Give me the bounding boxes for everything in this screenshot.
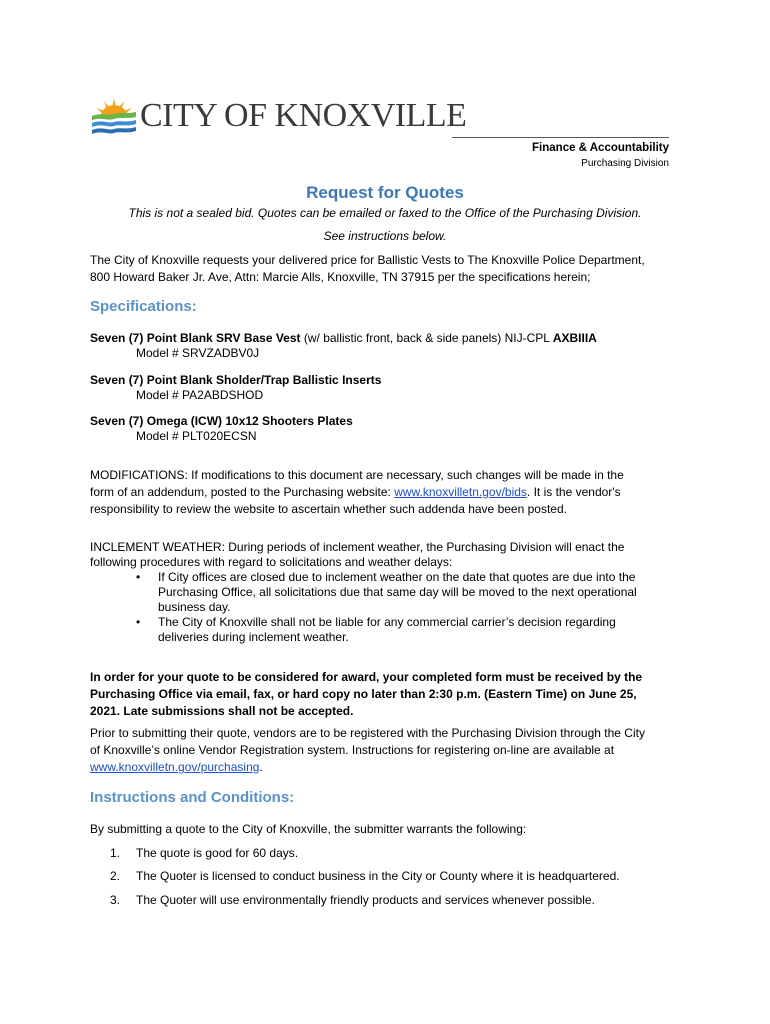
list-item (110, 893, 595, 907)
department-block (532, 141, 669, 171)
spec-item (90, 373, 381, 403)
intro-paragraph (90, 252, 690, 286)
intro-line: 800 Howard Baker Jr. Ave, Attn: Marcie Alls, Knoxville, TN 37915 per the specifications herein; (90, 270, 591, 284)
weather-line: following procedures with regard to solicitations and weather delays: (90, 555, 453, 569)
list-text: The quote is good for 60 days. (136, 846, 299, 860)
modifications-line (90, 484, 690, 501)
weather-line: INCLEMENT WEATHER: During periods of inclement weather, the Purchasing Division will enact the (90, 540, 625, 554)
modifications-text: . It is the vendor's (526, 485, 621, 499)
deadline-line: Purchasing Office via email, fax, or hard copy no later than 2:30 p.m. (Eastern Time) on June 25, (90, 687, 637, 701)
spec-item-rating: AXBIIIA (552, 331, 597, 345)
registration-text: . (259, 760, 263, 774)
spec-item-model: Model # SRVZADBV0J (136, 346, 260, 360)
deadline-paragraph (90, 669, 690, 720)
instructions-intro: By submitting a quote to the City of Knoxville, the submitter warrants the following: (90, 822, 527, 836)
deadline-line: 2021. Late submissions shall not be accepted. (90, 704, 354, 718)
bullet-icon: • (136, 570, 141, 584)
subtitle-instructions: See instructions below. (323, 229, 447, 243)
bullet-line: If City offices are closed due to inclement weather on the date that quotes are due into the (158, 570, 636, 584)
list-number: 2. (110, 869, 121, 883)
modifications-paragraph (90, 467, 690, 518)
subtitle-sealed-bid: This is not a sealed bid. Quotes can be emailed or faxed to the Office of the Purchasing Division. (128, 206, 642, 220)
list-item (110, 846, 298, 860)
registration-line: of Knoxville’s online Vendor Registration system. Instructions for registering on-line are available at (90, 743, 615, 757)
purchasing-link[interactable]: www.knoxvilletn.gov/purchasing (90, 760, 260, 774)
bullet-line: The City of Knoxville shall not be liable for any commercial carrier’s decision regarding (158, 615, 616, 629)
list-text: The Quoter is licensed to conduct business in the City or County where it is headquartered. (136, 869, 620, 883)
instructions-heading: Instructions and Conditions: (90, 789, 295, 806)
spec-item-name: Seven (7) Omega (ICW) 10x12 Shooters Plates (90, 414, 353, 428)
spec-item-model: Model # PLT020ECSN (136, 429, 257, 443)
modifications-line: responsibility to review the website to ascertain whether such addenda have been posted. (90, 502, 567, 516)
specifications-heading: Specifications: (90, 298, 197, 315)
intro-line: The City of Knoxville requests your delivered price for Ballistic Vests to The Knoxville Police Department, (90, 253, 645, 267)
deadline-line: In order for your quote to be considered for award, your completed form must be received by the (90, 670, 643, 684)
sun-river-logo-icon (90, 92, 138, 140)
weather-bullet (90, 570, 690, 615)
page-title: Request for Quotes (306, 183, 464, 202)
modifications-text: form of an addendum, posted to the Purchasing website: (90, 485, 395, 499)
header-rule (452, 137, 669, 138)
bullet-line: Purchasing Office, all solicitations due that same day will be moved to the next operational (158, 585, 637, 599)
spec-item (90, 414, 353, 444)
city-logo (90, 92, 467, 140)
list-text: The Quoter will use environmentally friendly products and services whenever possible. (136, 893, 595, 907)
spec-item-model: Model # PA2ABDSHOD (136, 388, 264, 402)
list-number: 1. (110, 846, 121, 860)
registration-line: Prior to submitting their quote, vendors are to be registered with the Purchasing Division through the City (90, 726, 645, 740)
spec-item-name: Seven (7) Point Blank SRV Base Vest (90, 331, 301, 345)
list-item (110, 869, 620, 883)
bullet-line: business day. (158, 600, 231, 614)
weather-bullet (90, 615, 690, 645)
registration-paragraph (90, 725, 690, 776)
list-number: 3. (110, 893, 121, 907)
inclement-weather-section (90, 540, 690, 645)
bullet-line: deliveries during inclement weather. (158, 630, 349, 644)
modifications-line: MODIFICATIONS: If modifications to this document are necessary, such changes will be made in the (90, 468, 624, 482)
bids-link[interactable]: www.knoxvilletn.gov/bids (394, 485, 527, 499)
bullet-icon: • (136, 615, 141, 629)
department-name: Finance & Accountability (532, 142, 669, 154)
spec-item-name: Seven (7) Point Blank Sholder/Trap Ballistic Inserts (90, 373, 382, 387)
spec-item (90, 331, 597, 361)
spec-item-detail: (w/ ballistic front, back & side panels) NIJ-CPL (300, 331, 553, 345)
registration-line (90, 759, 690, 776)
logo-wordmark: CITY OF KNOXVILLE (140, 97, 467, 134)
division-name: Purchasing Division (581, 158, 669, 169)
